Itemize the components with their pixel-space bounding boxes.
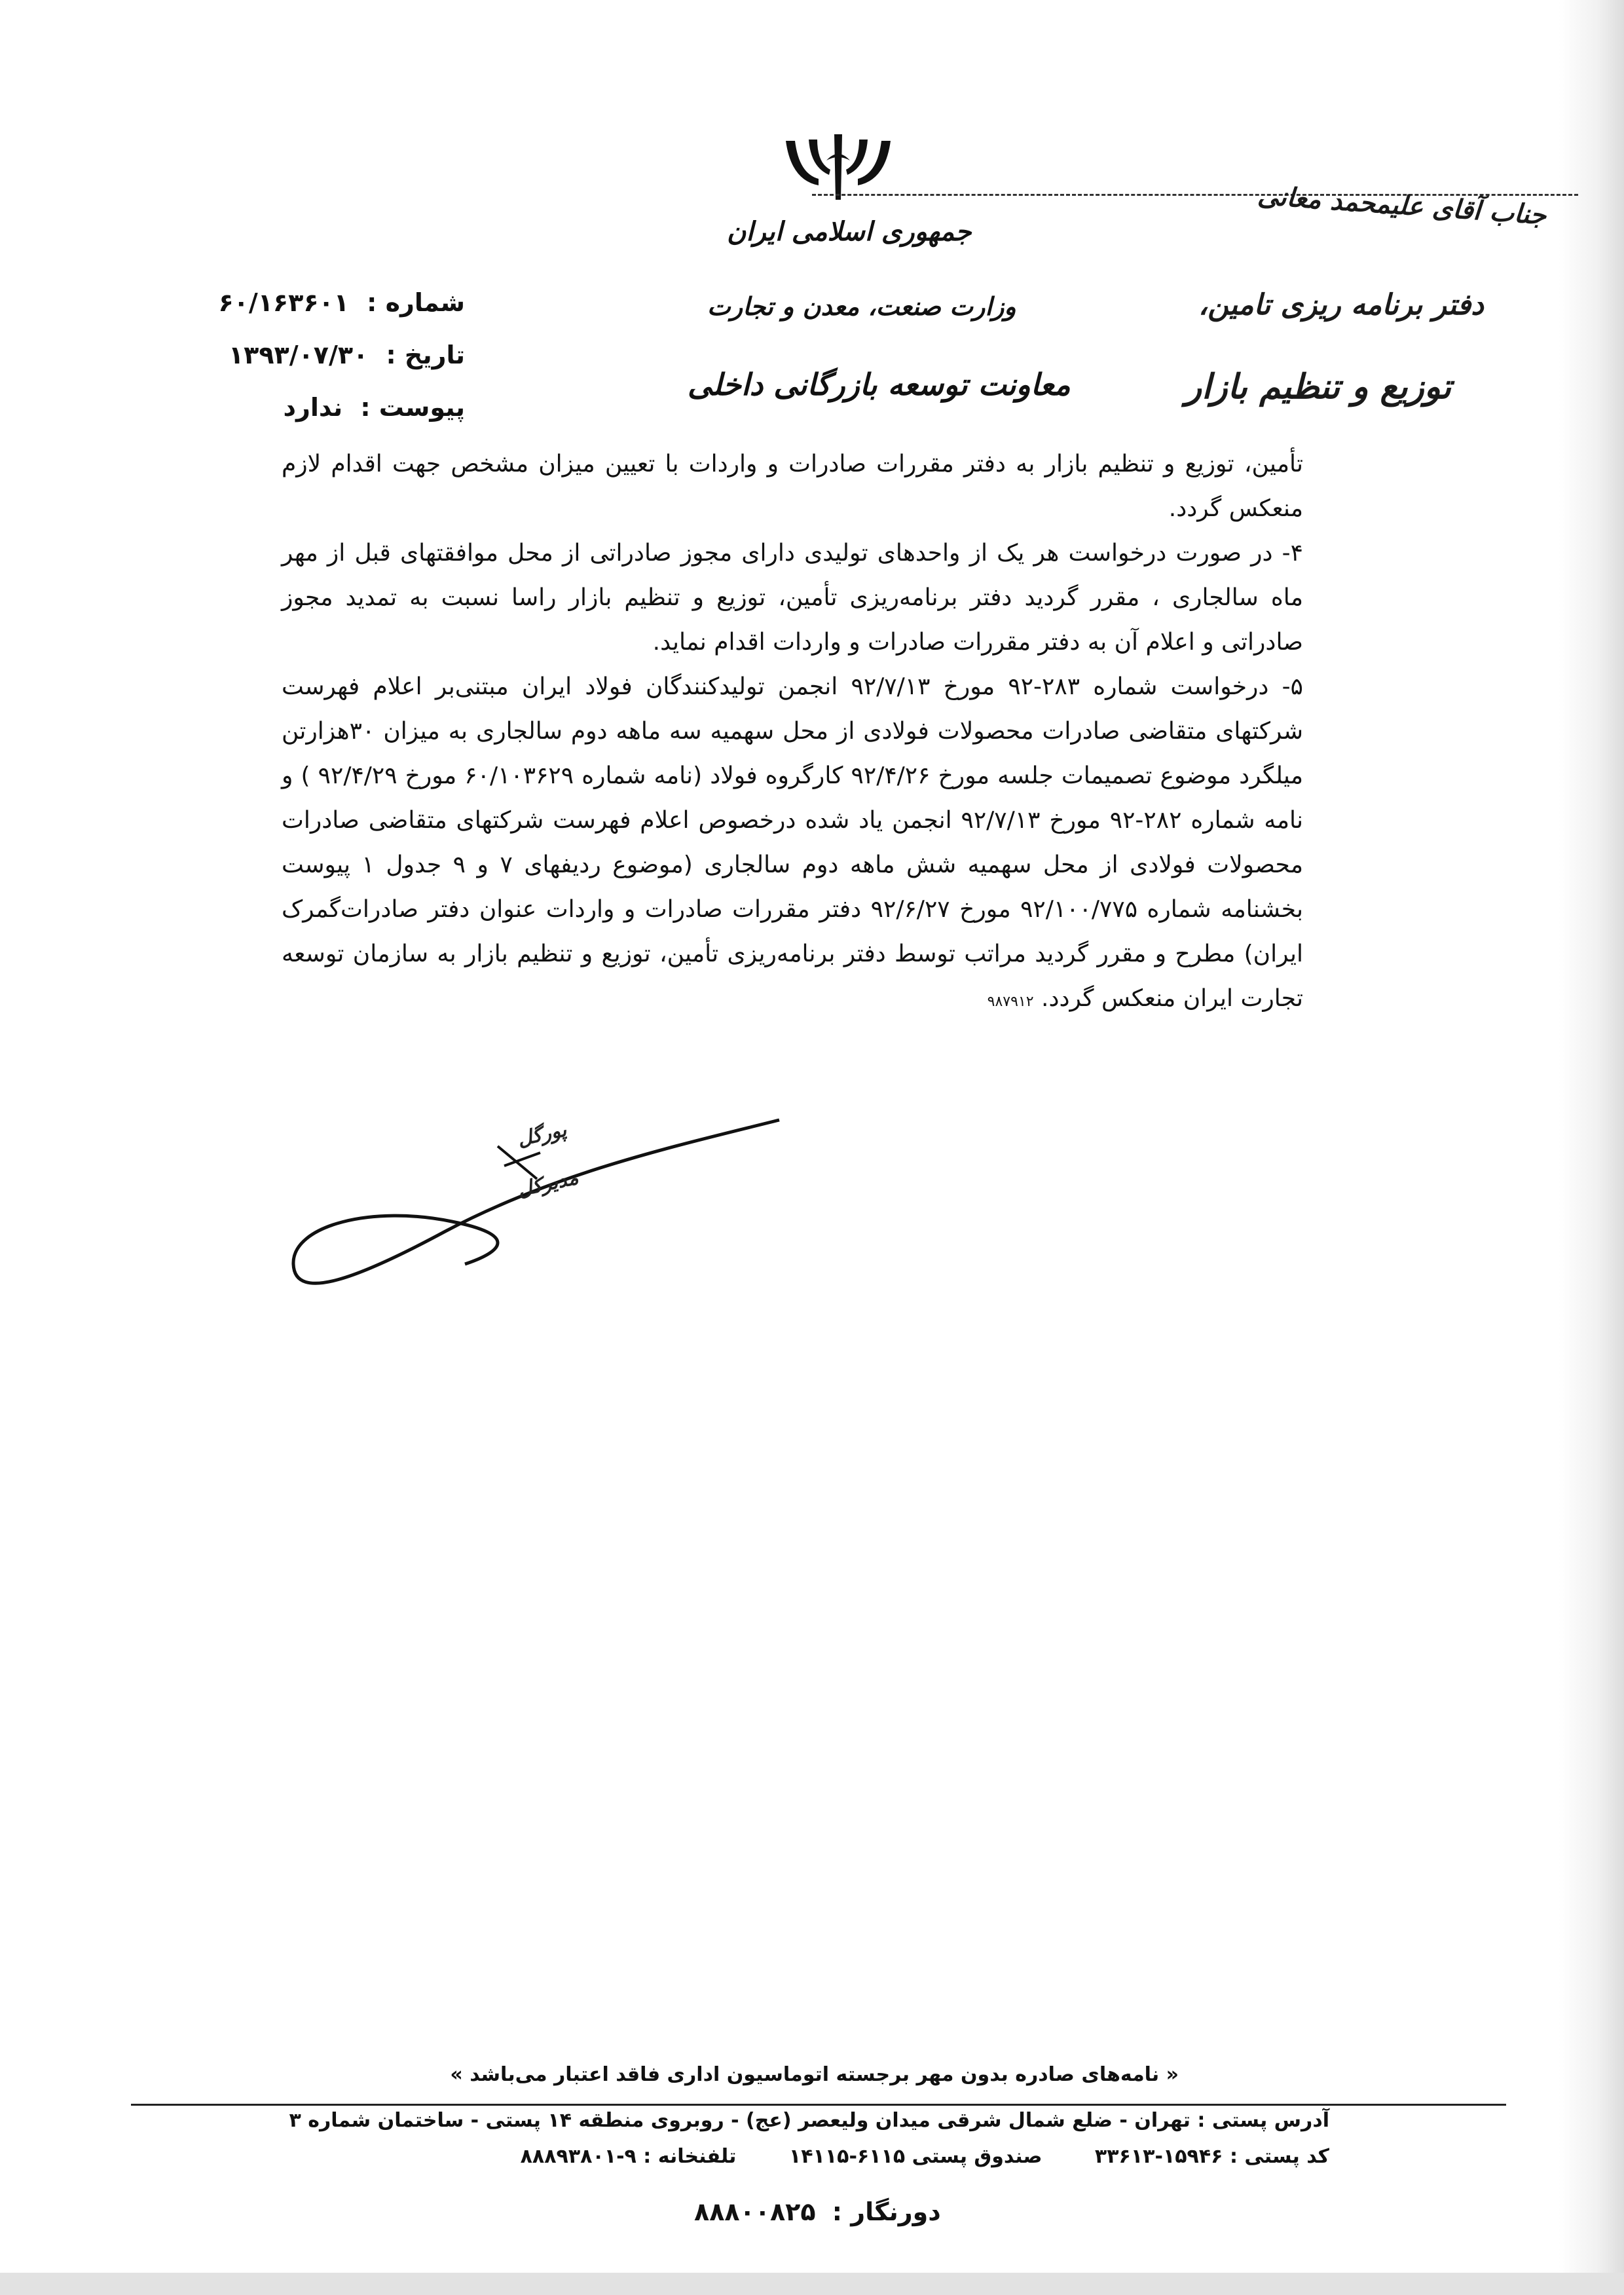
scan-edge-shadow [1559,0,1624,2295]
letter-body [282,442,1303,1024]
recipient-line-3: توزیع و تنظیم بازار [1185,367,1452,407]
fax-value: ۸۸۸۰۰۸۲۵ [694,2197,816,2226]
date-value: ۱۳۹۳/۰۷/۳۰ [228,341,369,369]
postal-address: آدرس پستی : تهران - ضلع شمال شرقی میدان ولیعصر (عج) - روبروی منطقه ۱۴ پستی - ساختمان شماره ۳ [289,2109,1329,2132]
footer-rule [131,2104,1506,2106]
fax-label: دورنگار : [832,2197,941,2226]
number-label: شماره : [367,288,465,317]
deputy-name: معاونت توسعه بازرگانی داخلی [688,367,1071,402]
letter-attachment [203,393,465,422]
switchboard-phone: تلفنخانه : ۹-۸۸۸۹۳۸۰۱ [520,2145,737,2168]
paragraph-5-note: ۹۸۷۹۱۲ [987,994,1034,1010]
recipient-line-1: جناب آقای علیمحمد معانی [1256,179,1547,231]
fax-number [694,2197,941,2226]
signer-title: مدیرکل [515,1166,581,1202]
letter-date [203,341,465,369]
po-box: صندوق پستی ۶۱۱۵-۱۴۱۱۵ [788,2145,1043,2168]
recipient-line-2: دفتر برنامه ریزی تامین، [1198,288,1484,322]
postal-code: کد پستی : ۱۵۹۴۶-۳۳۶۱۳ [1094,2145,1329,2168]
validity-notice: « نامه‌های صادره بدون مهر برجسته اتوماسیون اداری فاقد اعتبار می‌باشد » [450,2063,1179,2086]
date-label: تاریخ : [386,341,465,369]
ministry-name: وزارت صنعت، معدن و تجارت [707,291,1016,321]
scan-bottom-shadow [0,2273,1624,2295]
paragraph-5-text: ۵- درخواست شماره ۲۸۳-۹۲ مورخ ۹۲/۷/۱۳ انجمن تولیدکنندگان فولاد ایران مبتنی‌بر اعلام فهرست شرکتهای متقاضی صادرات محصولات فولادی از محل سهمیه سه ماهه دوم سالجاری به میزان ۳۰هزارتن میلگرد موضوع تصمیمات جلسه مورخ ۹۲/۴/۲۶ کارگروه فولاد (نامه شماره ۶۰/۱۰۳۶۲۹ مورخ ۹۲/۴/۲۹ ) و نامه شماره ۲۸۲-۹۲ مورخ ۹۲/۷/۱۳ انجمن یاد شده درخصوص اعلام فهرست شرکتهای متقاضی صادرات محصولات فولادی از محل سهمیه شش ماهه دوم سالجاری (موضوع ردیفهای ۷ و ۹ جدول ۱ پیوست بخشنامه شماره ۹۲/۱۰۰/۷۷۵ مورخ ۹۲/۶/۲۷ دفتر مقررات صادرات و واردات عنوان دفتر صادرات‌گمرک ایران) مطرح و مقرر گردید مراتب توسط دفتر برنامه‌ریزی تأمین، توزیع و تنظیم بازار به سازمان توسعه تجارت ایران منعکس گردد. [282,673,1304,1012]
footer-contacts [262,2145,1329,2168]
paragraph-1: تأمین، توزیع و تنظیم بازار به دفتر مقررات صادرات و واردات با تعیین میزان مشخص جهت اقدام لازم منعکس گردد. [282,451,1303,522]
paragraph-4: ۴- در صورت درخواست هر یک از واحدهای تولیدی دارای مجوز صادراتی از محل موافقتهای قبل از مهر ماه سالجاری ، مقرر گردید دفتر برنامه‌ریزی تأمین، توزیع و تنظیم بازار راسا نسبت به تمدید مجوز صادراتی و اعلام آن به دفتر مقررات صادرات و واردات اقدام نماید. [282,540,1303,656]
paragraph-5 [282,665,1303,1024]
attachment-value: ندارد [283,393,343,422]
number-value: ۶۰/۱۶۳۶۰۱ [218,288,349,317]
signer-name: پورگل [515,1118,569,1151]
attachment-label: پیوست : [360,393,465,422]
letter-number [203,288,465,317]
country-name: جمهوری اسلامی ایران [727,216,972,247]
